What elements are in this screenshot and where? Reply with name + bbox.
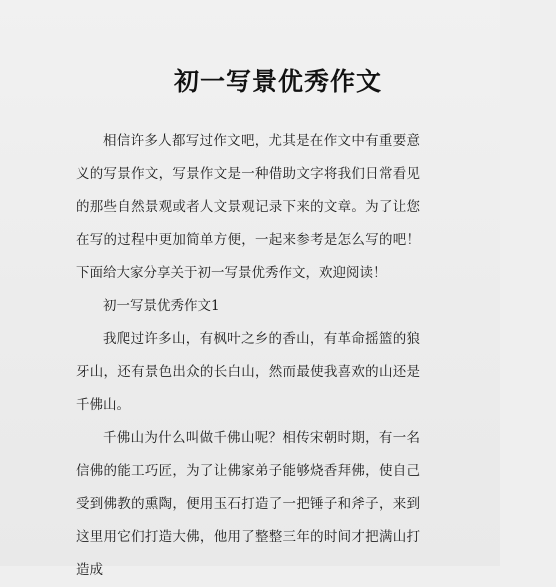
- intro-paragraph: 相信许多人都写过作文吧，尤其是在作文中有重要意义的写景作文，写景作文是一种借助文字将我们日常看见的那些自然景观或者人文景观记录下来的文章。为了让您在写的过程中更加简单方便，一起来参考是怎么写的吧！下面给大家分享关于初一写景优秀作文，欢迎阅读！: [76, 133, 420, 281]
- essay-paragraph: 我爬过许多山，有枫叶之乡的香山，有革命摇篮的狼牙山，还有景色出众的长白山，然而最使我喜欢的山还是千佛山。: [76, 331, 420, 413]
- essay-paragraph: 千佛山为什么叫做千佛山呢？相传宋朝时期，有一名信佛的能工巧匠，为了让佛家弟子能够烧香拜佛，使自己受到佛教的熏陶，便用玉石打造了一把锤子和斧子，来到这里用它们打造大佛，他用了整整三年的时间才把满山打造成: [76, 430, 420, 578]
- document-body: [76, 125, 420, 587]
- essay-heading: 初一写景优秀作文1: [103, 298, 220, 314]
- document-title: 初一写景优秀作文: [173, 67, 382, 96]
